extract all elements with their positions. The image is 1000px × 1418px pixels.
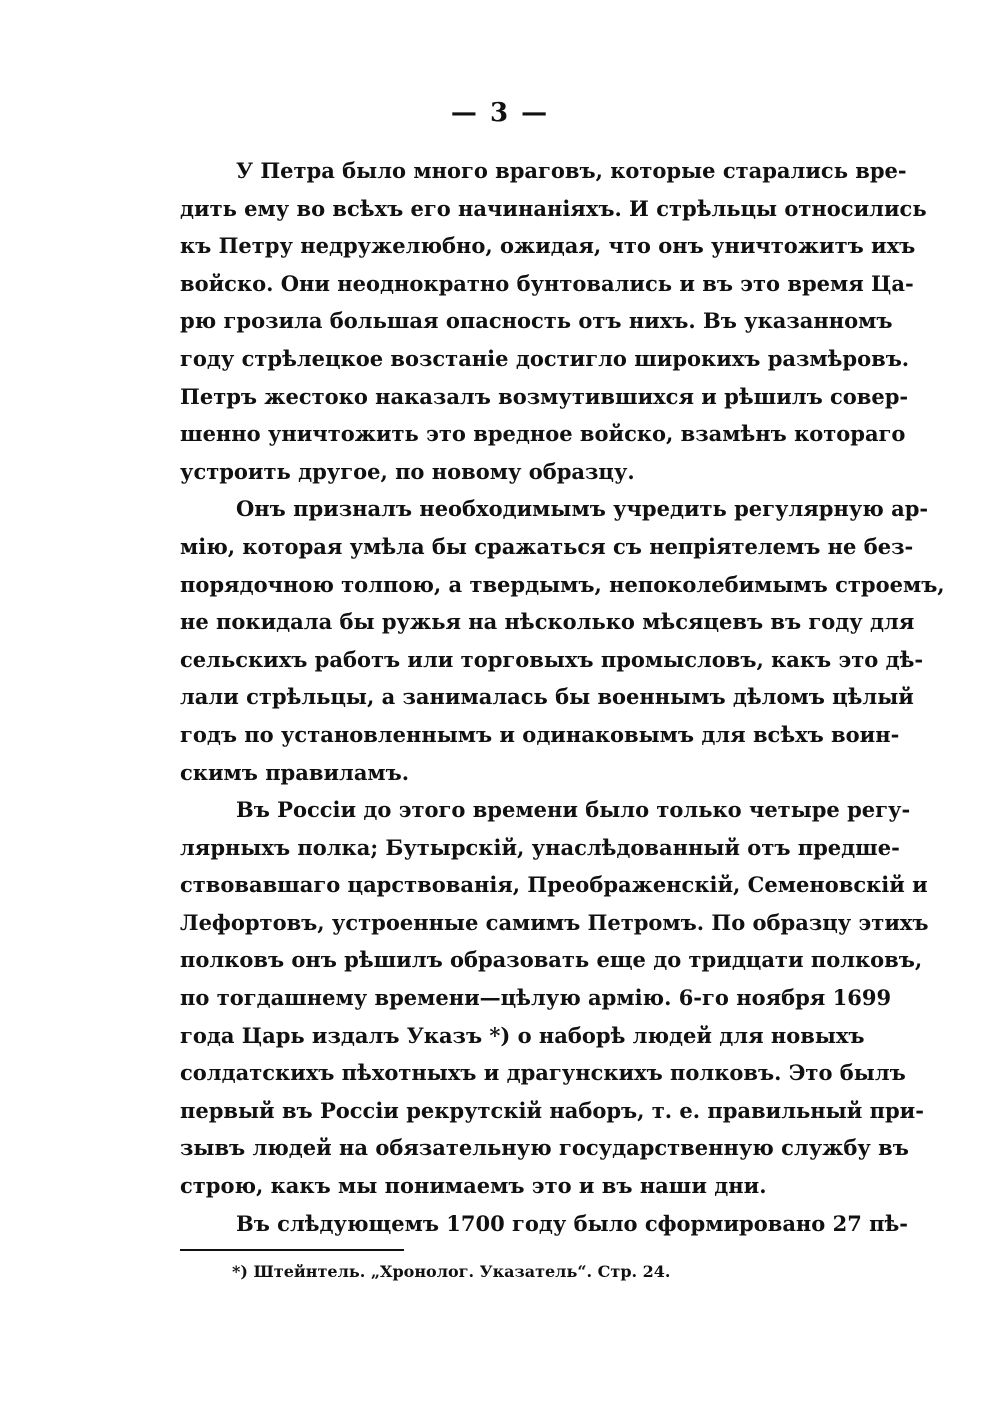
text-line: устроить другое, по новому образцу.: [180, 458, 635, 484]
main-text: [180, 152, 945, 1242]
text-line: ствовавшаго царствованія, Преображенскій, Семеновскій и: [180, 872, 928, 898]
text-line: Онъ призналъ необходимымъ учредить регулярную ар-: [236, 496, 929, 522]
text-line: сельскихъ работъ или торговыхъ промысловъ, какъ это дѣ-: [180, 646, 924, 672]
text-line: лярныхъ полка; Бутырскій, унаслѣдованный отъ предше-: [180, 834, 900, 860]
text-line: Въ Россіи до этого времени было только четыре регу-: [236, 797, 911, 823]
footnote-divider: [180, 1249, 404, 1251]
text-line: мію, которая умѣла бы сражаться съ непріятелемъ не без-: [180, 533, 914, 559]
text-line: порядочною толпою, а твердымъ, непоколебимымъ строемъ,: [180, 571, 945, 597]
text-line: полковъ онъ рѣшилъ образовать еще до тридцати полковъ,: [180, 947, 923, 973]
text-line: году стрѣлецкое возстаніе достигло широкихъ размѣровъ.: [180, 345, 910, 371]
text-line: строю, какъ мы понимаемъ это и въ наши дни.: [180, 1173, 767, 1199]
text-line: войско. Они неоднократно бунтовались и въ это время Ца-: [180, 270, 914, 296]
text-line: годъ по установленнымъ и одинаковымъ для всѣхъ воин-: [180, 721, 900, 747]
text-line: шенно уничтожить это вредное войско, взамѣнъ котораго: [180, 421, 906, 447]
text-line: лали стрѣльцы, а занималась бы военнымъ дѣломъ цѣлый: [180, 684, 914, 710]
text-line: Петръ жестоко наказалъ возмутившихся и рѣшилъ совер-: [180, 383, 909, 409]
text-line: скимъ правиламъ.: [180, 759, 410, 785]
text-line: не покидала бы ружья на нѣсколько мѣсяцевъ въ году для: [180, 609, 915, 635]
page-number: — 3 —: [450, 98, 550, 128]
text-line: первый въ Россіи рекрутскій наборъ, т. е. правильный при-: [180, 1097, 924, 1123]
text-line: У Петра было много враговъ, которые старались вре-: [236, 158, 907, 183]
footnote: *) Штейнтель. „Хронолог. Указатель“. Стр. 24.: [232, 1262, 671, 1281]
text-line: по тогдашнему времени—цѣлую армію. 6-го ноября 1699: [180, 985, 892, 1011]
text-line: Лефортовъ, устроенные самимъ Петромъ. По образцу этихъ: [180, 909, 929, 935]
text-line: дить ему во всѣхъ его начинаніяхъ. И стрѣльцы относились: [180, 195, 927, 221]
text-line: года Царь издалъ Указъ *) о наборѣ людей для новыхъ: [180, 1022, 865, 1048]
text-line: Въ слѣдующемъ 1700 году было сформировано 27 пѣ-: [236, 1210, 909, 1236]
text-line: рю грозила большая опасность отъ нихъ. Въ указанномъ: [180, 308, 893, 334]
text-line: солдатскихъ пѣхотныхъ и драгунскихъ полковъ. Это былъ: [180, 1060, 906, 1086]
text-line: къ Петру недружелюбно, ожидая, что онъ уничтожитъ ихъ: [180, 233, 916, 259]
text-line: зывъ людей на обязательную государственную службу въ: [180, 1135, 909, 1161]
